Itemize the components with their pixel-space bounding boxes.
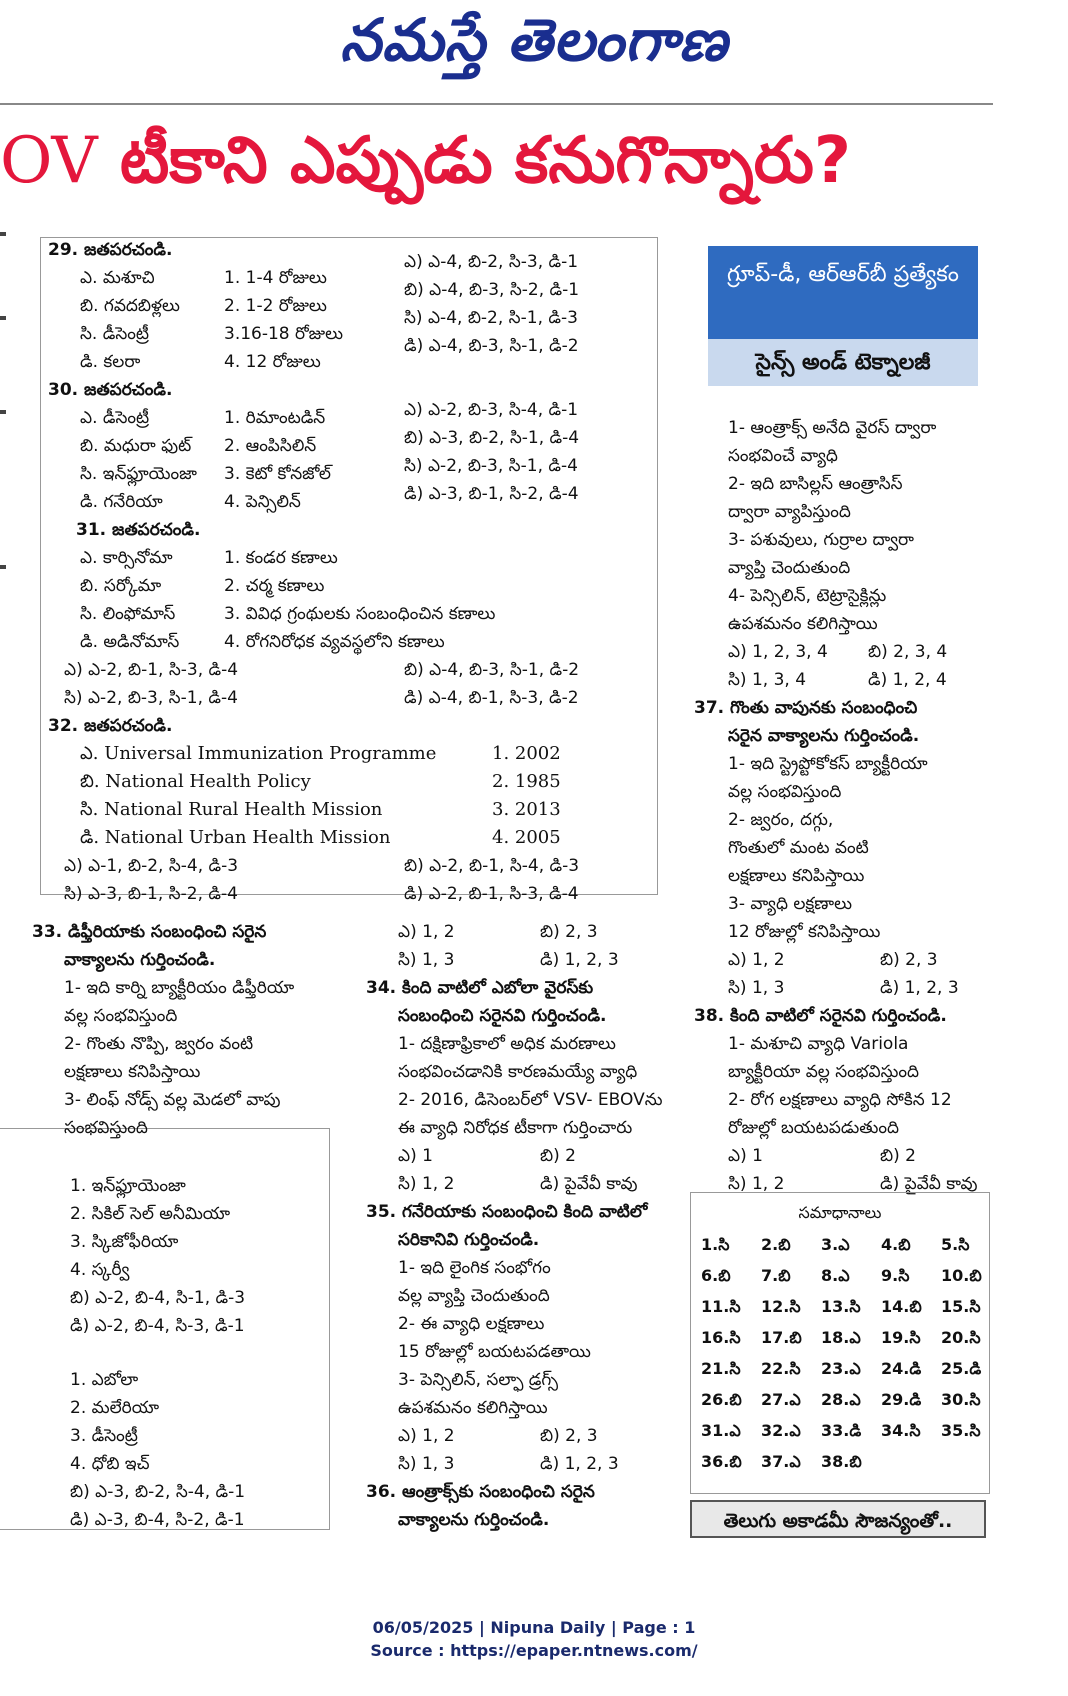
question-heading: 31. జతపరచండి. (76, 520, 201, 540)
answer-cell: 8.ఎ (821, 1266, 850, 1285)
headline-text: టీకాని ఎప్పుడు కనుగొన్నారు? (97, 124, 852, 198)
question-heading: వాక్యాలను గుర్తించండి. (64, 950, 216, 970)
text-line: సి) 1, 3 (728, 978, 785, 998)
text-line: బి) 2, 3, 4 (868, 642, 948, 662)
text-line: సి) ఎ-2, బి-3, సి-1, డి-4 (404, 456, 578, 476)
answer-cell: 22.సి (761, 1359, 801, 1378)
answer-cell: 25.డి (941, 1359, 982, 1378)
text-line: 2. చర్మ కణాలు (224, 576, 325, 596)
text-line: బి. మధురా ఫుట్ (80, 436, 192, 456)
text-line: 3- వ్యాధి లక్షణాలు (728, 894, 853, 914)
text-line: 2- రోగ లక్షణాలు వ్యాధి సోకిన 12 (728, 1090, 952, 1110)
text-line: సి) 1, 3 (398, 1454, 455, 1474)
text-line: 3. వివిధ గ్రంథులకు సంబంధించిన కణాలు (224, 604, 496, 624)
text-line: డి. అడినోమాస్ (80, 632, 180, 652)
text-line: బి) 2, 3 (540, 1426, 598, 1446)
answer-cell: 4.బి (881, 1235, 911, 1254)
text-line: బి. National Health Policy (80, 771, 311, 792)
text-line: బ్యాక్టీరియా వల్ల సంభవిస్తుంది (728, 1062, 920, 1082)
text-line: 2. 1-2 రోజులు (224, 296, 327, 316)
edge-mark (0, 410, 6, 414)
headline-prefix: OV (0, 124, 98, 198)
text-line: వల్ల సంభవిస్తుంది (64, 1006, 178, 1026)
answer-cell: 20.సి (941, 1328, 981, 1347)
text-line: ఉపశమనం కలిగిస్తాయి (728, 614, 878, 634)
text-line: 2- ఇది బాసిల్లస్ ఆంత్రాసిస్ (728, 474, 903, 494)
text-line: 4. 2005 (492, 827, 561, 848)
answer-cell: 19.సి (881, 1328, 921, 1347)
text-line: 1- దక్షిణాఫ్రికాలో అధిక మరణాలు (398, 1034, 616, 1054)
text-line: బి) 2 (540, 1146, 576, 1166)
text-line: బి) ఎ-3, బి-2, సి-4, డి-1 (70, 1482, 246, 1502)
answer-cell: 14.బి (881, 1297, 922, 1316)
text-line: డి) 1, 2, 3 (880, 978, 959, 998)
text-line: ఎ) 1, 2, 3, 4 (728, 642, 828, 662)
section-title: గ్రూప్-డీ, ఆర్ఆర్‌బీ ప్రత్యేకం (708, 246, 978, 339)
text-line: ఎ. మశూచి (80, 268, 155, 288)
answer-cell: 21.సి (701, 1359, 741, 1378)
text-line: సి) 1, 2 (398, 1174, 455, 1194)
text-line: 2- 2016, డిసెంబర్‌లో VSV- EBOVను (398, 1090, 663, 1110)
answer-cell: 27.ఎ (761, 1390, 801, 1409)
footer-date: 06/05/2025 | Nipuna Daily | Page : 1 (372, 1618, 696, 1637)
text-line: ఎ) ఎ-2, బి-3, సి-4, డి-1 (404, 400, 579, 420)
text-line: బి) ఎ-3, బి-2, సి-1, డి-4 (404, 428, 580, 448)
text-line: 3. కెటో కోనజోల్ (224, 464, 331, 484)
footer-source: Source : https://epaper.ntnews.com/ (370, 1641, 698, 1660)
text-line: సి. ఇన్‌ఫ్లూయెంజా (80, 464, 197, 484)
text-line: 15 రోజుల్లో బయటపడతాయి (398, 1342, 591, 1362)
question-heading: 33. డిఫ్తీరియాకు సంబంధించి సరైన (32, 922, 267, 942)
text-line: 1. ఇన్‌ఫ్లూయెంజా (70, 1176, 186, 1196)
answer-cell: 33.డి (821, 1421, 862, 1440)
text-line: డి) ఎ-4, బి-3, సి-1, డి-2 (404, 336, 579, 356)
question-heading: సంబంధించి సరైనవి గుర్తించండి. (398, 1006, 607, 1026)
text-line: లక్షణాలు కనిపిస్తాయి (64, 1062, 201, 1082)
text-line: వ్యాప్తి చెందుతుంది (728, 558, 851, 578)
text-line: 1. ఎబోలా (70, 1370, 139, 1390)
text-line: 4. పెన్సిలిన్ (224, 492, 301, 512)
text-line: ఉపశమనం కలిగిస్తాయి (398, 1398, 548, 1418)
text-line: 1. కండర కణాలు (224, 548, 338, 568)
text-line: 12 రోజుల్లో కనిపిస్తాయి (728, 922, 881, 942)
text-line: 3.16-18 రోజులు (224, 324, 344, 344)
text-line: డి) 1, 2, 4 (868, 670, 947, 690)
masthead (0, 0, 1068, 100)
text-line: డి) ఎ-3, బి-1, సి-2, డి-4 (404, 484, 579, 504)
question-heading: 38. కింది వాటిలో సరైనవి గుర్తించండి. (694, 1006, 947, 1026)
question-heading: 36. ఆంత్రాక్స్‌కు సంబంధించి సరైన (366, 1482, 595, 1502)
text-line: రోజుల్లో బయటపడుతుంది (728, 1118, 900, 1138)
text-line: 4- పెన్సిలిన్, టెట్రాసైక్లిన్లు (728, 586, 887, 606)
text-line: 1. 1-4 రోజులు (224, 268, 327, 288)
question-heading: వాక్యాలను గుర్తించండి. (398, 1510, 550, 1530)
text-line: డి) 1, 2, 3 (540, 1454, 619, 1474)
text-line: బి) 2, 3 (880, 950, 938, 970)
text-line: ఎ. కార్సినోమా (80, 548, 173, 568)
edge-mark (0, 232, 6, 236)
text-line: వల్ల వ్యాప్తి చెందుతుంది (398, 1286, 550, 1306)
text-line: సి) ఎ-4, బి-2, సి-1, డి-3 (404, 308, 578, 328)
text-line: సి) ఎ-3, బి-1, సి-2, డి-4 (64, 884, 238, 904)
text-line: ఈ వ్యాధి నిరోధక టీకాగా గుర్తించారు (398, 1118, 633, 1138)
text-line: గొంతులో మంట వంటి (728, 838, 869, 858)
answer-cell: 36.బి (701, 1452, 742, 1471)
answer-cell: 16.సి (701, 1328, 741, 1347)
text-line: బి) ఎ-4, బి-3, సి-2, డి-1 (404, 280, 580, 300)
text-line: 4. రోగనిరోధక వ్యవస్థలోని కణాలు (224, 632, 445, 652)
answer-cell: 30.సి (941, 1390, 981, 1409)
text-line: 1. రిమాంటడిన్ (224, 408, 326, 428)
text-line: ఎ) 1, 2 (398, 1426, 455, 1446)
answer-cell: 7.బి (761, 1266, 791, 1285)
answer-cell: 35.సి (941, 1421, 981, 1440)
text-line: బి) ఎ-2, బి-4, సి-1, డి-3 (70, 1288, 246, 1308)
text-line: 3. 2013 (492, 799, 561, 820)
text-line: ఎ. Universal Immunization Programme (80, 743, 437, 764)
answer-cell: 31.ఎ (701, 1421, 741, 1440)
text-line: ఎ. డీసెంట్రీ (80, 408, 150, 428)
answer-cell: 29.డి (881, 1390, 922, 1409)
answer-cell: 37.ఎ (761, 1452, 801, 1471)
text-line: సి. National Rural Health Mission (80, 799, 383, 820)
text-line: 2. మలేరియా (70, 1398, 160, 1418)
text-line: 2. 1985 (492, 771, 561, 792)
edge-mark (0, 565, 6, 569)
answer-cell: 32.ఎ (761, 1421, 801, 1440)
text-line: సి. లింఫోమాస్ (80, 604, 176, 624)
text-line: సంభవించే వ్యాధి (728, 446, 838, 466)
text-line: ఎ) 1, 2 (398, 922, 455, 942)
text-line: ఎ) 1 (398, 1146, 433, 1166)
masthead-logo: నమస్తే తెలంగాణ (340, 6, 728, 74)
text-line: 1- ఇది లైంగిక సంభోగం (398, 1258, 551, 1278)
text-line: డి) ఎ-2, బి-4, సి-3, డి-1 (70, 1316, 245, 1336)
answer-cell: 24.డి (881, 1359, 922, 1378)
text-line: సి. డీసెంట్రీ (80, 324, 149, 344)
answer-cell: 13.సి (821, 1297, 861, 1316)
answer-cell: 1.సి (701, 1235, 730, 1254)
text-line: 3- పెన్సిలిన్, సల్ఫా డ్రగ్స్ (398, 1370, 558, 1390)
answer-cell: 38.బి (821, 1452, 862, 1471)
question-heading: 32. జతపరచండి. (48, 716, 173, 736)
text-line: 4. స్కర్వీ (70, 1260, 130, 1280)
answer-cell: 11.సి (701, 1297, 741, 1316)
answer-cell: 34.సి (881, 1421, 921, 1440)
answer-cell: 5.సి (941, 1235, 970, 1254)
text-line: బి. గవదబిళ్లలు (80, 296, 180, 316)
text-line: వల్ల సంభవిస్తుంది (728, 782, 842, 802)
text-line: డి) ఎ-3, బి-4, సి-2, డి-1 (70, 1510, 245, 1530)
text-line: బి) 2 (880, 1146, 916, 1166)
text-line: ఎ) ఎ-2, బి-1, సి-3, డి-4 (64, 660, 239, 680)
masthead-rule (0, 103, 993, 105)
text-line: సంభవిస్తుంది (64, 1118, 148, 1138)
text-line: ద్వారా వ్యాపిస్తుంది (728, 502, 851, 522)
text-line: ఎ) ఎ-1, బి-2, సి-4, డి-3 (64, 856, 239, 876)
text-line: డి. గనేరియా (80, 492, 163, 512)
question-heading: 30. జతపరచండి. (48, 380, 173, 400)
text-line: 3. స్కిజోఫీరియా (70, 1232, 179, 1252)
text-line: 4. ధోబి ఇచ్ (70, 1454, 150, 1474)
answer-cell: 3.ఎ (821, 1235, 850, 1254)
answer-cell: 15.సి (941, 1297, 981, 1316)
question-heading: సరైన వాక్యాలను గుర్తించండి. (728, 726, 920, 746)
question-heading: 29. జతపరచండి. (48, 240, 173, 260)
text-line: బి) 2, 3 (540, 922, 598, 942)
text-line: బి. సర్కోమా (80, 576, 162, 596)
text-line: డి) పైవేవీ కావు (880, 1174, 978, 1194)
text-line: 2. ఆంపిసిలిన్ (224, 436, 317, 456)
text-line: ఎ) 1, 2 (728, 950, 785, 970)
text-line: సి) ఎ-2, బి-3, సి-1, డి-4 (64, 688, 238, 708)
section-card (708, 246, 978, 386)
text-line: 1. 2002 (492, 743, 561, 764)
text-line: లక్షణాలు కనిపిస్తాయి (728, 866, 865, 886)
text-line: డి) ఎ-2, బి-1, సి-3, డి-4 (404, 884, 579, 904)
answer-cell: 28.ఎ (821, 1390, 861, 1409)
question-heading: 34. కింది వాటిలో ఎబోలా వైరస్‌కు (366, 978, 594, 998)
answers-box (690, 1192, 990, 1494)
text-line: డి. National Urban Health Mission (80, 827, 391, 848)
text-line: డి) పైవేవీ కావు (540, 1174, 638, 1194)
answers-title: సమాధానాలు (798, 1203, 882, 1222)
text-line: 2- గొంతు నొప్పి, జ్వరం వంటి (64, 1034, 254, 1054)
text-line: సి) 1, 2 (728, 1174, 785, 1194)
text-line: 2- ఈ వ్యాధి లక్షణాలు (398, 1314, 545, 1334)
question-heading: 37. గొంతు వాపునకు సంబంధించి (694, 698, 918, 718)
text-line: 1- ఇది కార్ని బ్యాక్టీరియం డిఫ్తీరియా (64, 978, 295, 998)
answer-cell: 2.బి (761, 1235, 791, 1254)
answer-cell: 10.బి (941, 1266, 982, 1285)
headline (0, 124, 1068, 213)
text-line: 2. సికిల్ సెల్ అనీమియా (70, 1204, 231, 1224)
text-line: 3- పశువులు, గుర్రాల ద్వారా (728, 530, 914, 550)
text-line: బి) ఎ-4, బి-3, సి-1, డి-2 (404, 660, 580, 680)
answer-cell: 12.సి (761, 1297, 801, 1316)
credit-box: తెలుగు అకాడమీ సౌజన్యంతో.. (690, 1500, 986, 1538)
answer-cell: 26.బి (701, 1390, 742, 1409)
text-line: 1- ఇది స్ట్రెప్టోకోకస్ బ్యాక్టీరియా (728, 754, 928, 774)
edge-mark (0, 316, 6, 320)
section-subject: సైన్స్ అండ్ టెక్నాలజీ (708, 339, 978, 386)
text-line: ఎ) ఎ-4, బి-2, సి-3, డి-1 (404, 252, 579, 272)
text-line: సంభవించడానికి కారణమయ్యే వ్యాధి (398, 1062, 638, 1082)
text-line: డి. కలరా (80, 352, 141, 372)
answer-cell: 23.ఎ (821, 1359, 861, 1378)
text-line: సి) 1, 3, 4 (728, 670, 807, 690)
question-heading: సరికానివి గుర్తించండి. (398, 1230, 540, 1250)
answer-cell: 9.సి (881, 1266, 910, 1285)
text-line: బి) ఎ-2, బి-1, సి-4, డి-3 (404, 856, 580, 876)
text-line: 1- ఆంత్రాక్స్ అనేది వైరస్ ద్వారా (728, 418, 937, 438)
answer-cell: 17.బి (761, 1328, 802, 1347)
text-line: డి) ఎ-4, బి-1, సి-3, డి-2 (404, 688, 579, 708)
answer-cell: 18.ఎ (821, 1328, 861, 1347)
text-line: 1- మశూచి వ్యాధి Variola (728, 1034, 909, 1054)
text-line: ఎ) 1 (728, 1146, 763, 1166)
text-line: 2- జ్వరం, దగ్గు, (728, 810, 834, 830)
text-line: డి) 1, 2, 3 (540, 950, 619, 970)
text-line: సి) 1, 3 (398, 950, 455, 970)
text-line: 4. 12 రోజులు (224, 352, 321, 372)
answer-cell: 6.బి (701, 1266, 731, 1285)
text-line: 3. డీసెంట్రీ (70, 1426, 138, 1446)
text-line: 3- లింఫ్ నోడ్స్ వల్ల మెడలో వాపు (64, 1090, 281, 1110)
question-heading: 35. గనేరియాకు సంబంధించి కింది వాటిలో (366, 1202, 648, 1222)
